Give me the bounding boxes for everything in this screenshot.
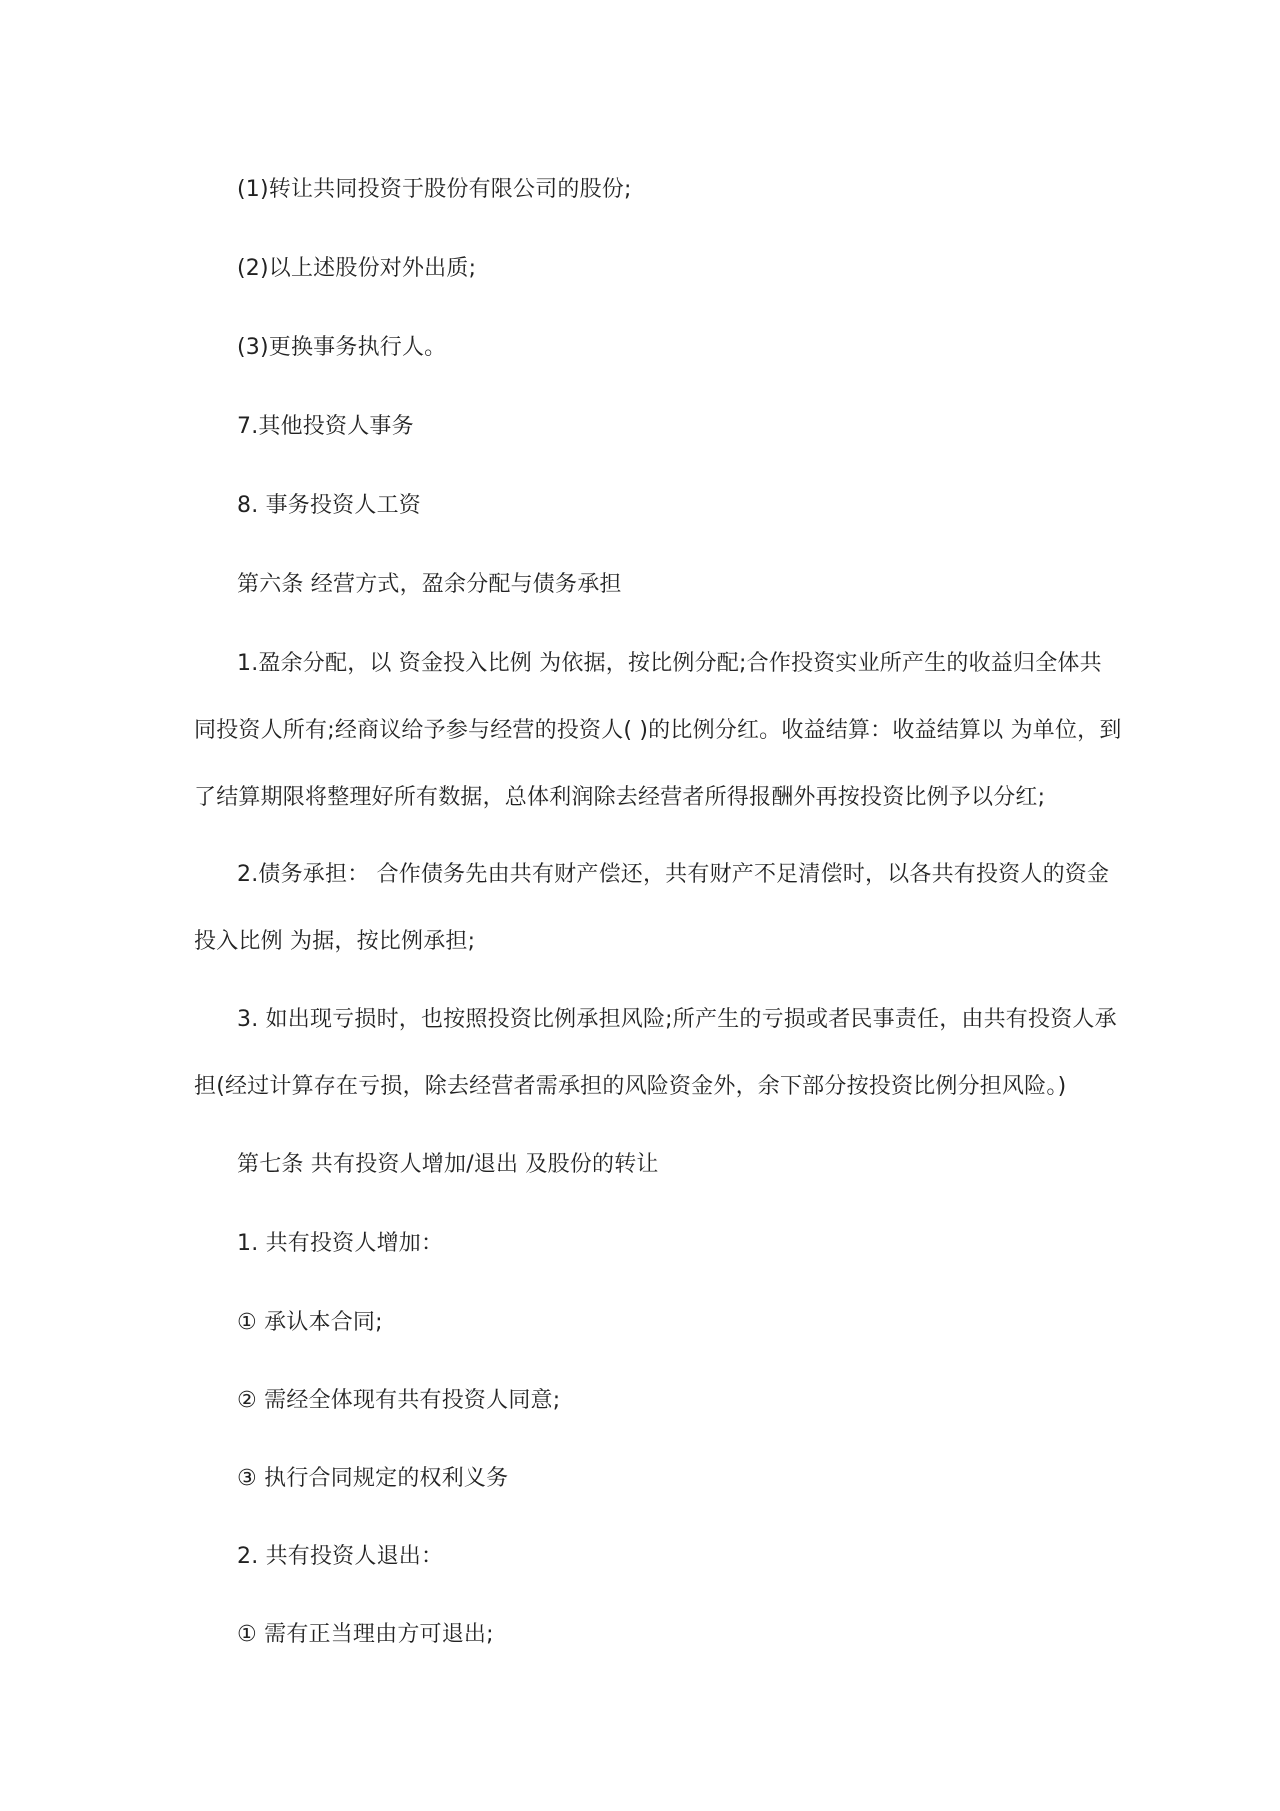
list-item-add-1: ① 承认本合同; [237, 1310, 383, 1335]
paragraph-loss-line-1: 3. 如出现亏损时，也按照投资比例承担风险;所产生的亏损或者民事责任，由共有投资人承 [237, 1007, 1117, 1032]
subsection-investor-exit: 2. 共有投资人退出： [237, 1544, 444, 1569]
paragraph-profit-line-1: 1.盈余分配，以 资金投入比例 为依据，按比例分配;合作投资实业所产生的收益归全体共 [237, 651, 1102, 676]
article-heading-7: 第七条 共有投资人增加/退出 及股份的转让 [237, 1152, 659, 1177]
list-item-exit-1: ① 需有正当理由方可退出; [237, 1622, 494, 1647]
clause-item-2: (2)以上述股份对外出质; [237, 256, 477, 281]
paragraph-debt-line-1: 2.债务承担： 合作债务先由共有财产偿还，共有财产不足清偿时，以各共有投资人的资金 [237, 862, 1110, 887]
paragraph-debt-line-2: 投入比例 为据，按比例承担; [194, 929, 476, 954]
paragraph-profit-line-3: 了结算期限将整理好所有数据，总体利润除去经营者所得报酬外再按投资比例予以分红; [194, 785, 1046, 810]
subsection-investor-add: 1. 共有投资人增加： [237, 1231, 444, 1256]
paragraph-loss-line-2: 担(经过计算存在亏损，除去经营者需承担的风险资金外，余下部分按投资比例分担风险。) [194, 1074, 1067, 1099]
clause-item-3: (3)更换事务执行人。 [237, 335, 447, 360]
paragraph-profit-line-2: 同投资人所有;经商议给予参与经营的投资人( )的比例分红。收益结算：收益结算以 为单位，到 [194, 718, 1122, 743]
list-item-add-2: ② 需经全体现有共有投资人同意; [237, 1388, 561, 1413]
clause-item-8: 8. 事务投资人工资 [237, 493, 421, 518]
article-heading-6: 第六条 经营方式，盈余分配与债务承担 [237, 572, 622, 597]
list-item-add-3: ③ 执行合同规定的权利义务 [237, 1466, 509, 1491]
clause-item-1: (1)转让共同投资于股份有限公司的股份; [237, 177, 632, 202]
clause-item-7: 7.其他投资人事务 [237, 414, 414, 439]
